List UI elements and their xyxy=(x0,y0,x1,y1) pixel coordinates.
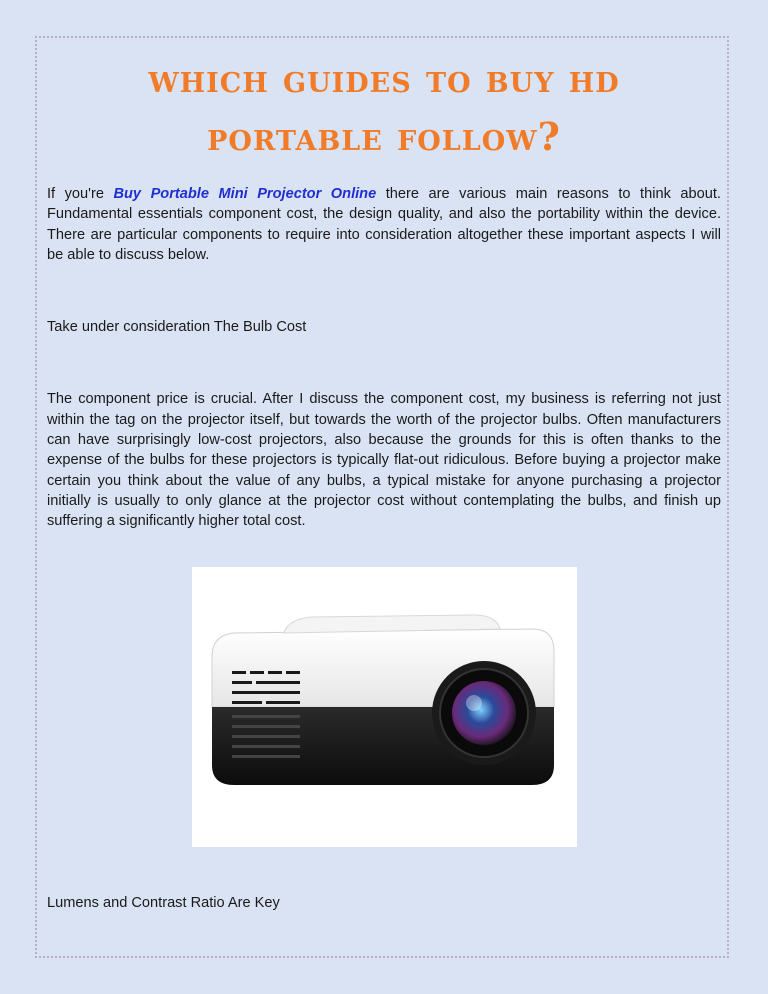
section-heading-bulb-cost: Take under consideration The Bulb Cost xyxy=(47,319,307,336)
projector-illustration xyxy=(192,567,577,847)
intro-text-after: there are various main reasons to think about. Fundamental essentials component cost, the design quality, and also the portability within the device. There are particular components to require into consideration altogether these important aspects I will be able to discuss below. xyxy=(47,186,721,263)
intro-paragraph xyxy=(47,184,721,265)
projector-image xyxy=(192,567,577,847)
buy-projector-link[interactable]: Buy Portable Mini Projector Online xyxy=(113,186,377,202)
section-heading-lumens: Lumens and Contrast Ratio Are Key xyxy=(47,895,280,911)
intro-text-before: If you're xyxy=(47,186,114,202)
document-content xyxy=(47,50,721,532)
bulb-cost-paragraph: The component price is crucial. After I discuss the component cost, my business is referring not just within the tag on the projector itself, but towards the worth of the projector bulbs. Often manufacturers can have surprisingly low-cost projectors, also because the grounds for this is often thanks to the expense of the bulbs for these projectors is typically flat-out ridiculous. Before buying a projector make certain you think about the value of any bulbs, a typical mistake for anyone purchasing a projector initially is usually to only glance at the projector cost without contemplating the bulbs, and finish up suffering a significantly higher total cost. xyxy=(47,391,721,530)
document-title: which guides to buy hd portable follow? xyxy=(148,56,620,159)
